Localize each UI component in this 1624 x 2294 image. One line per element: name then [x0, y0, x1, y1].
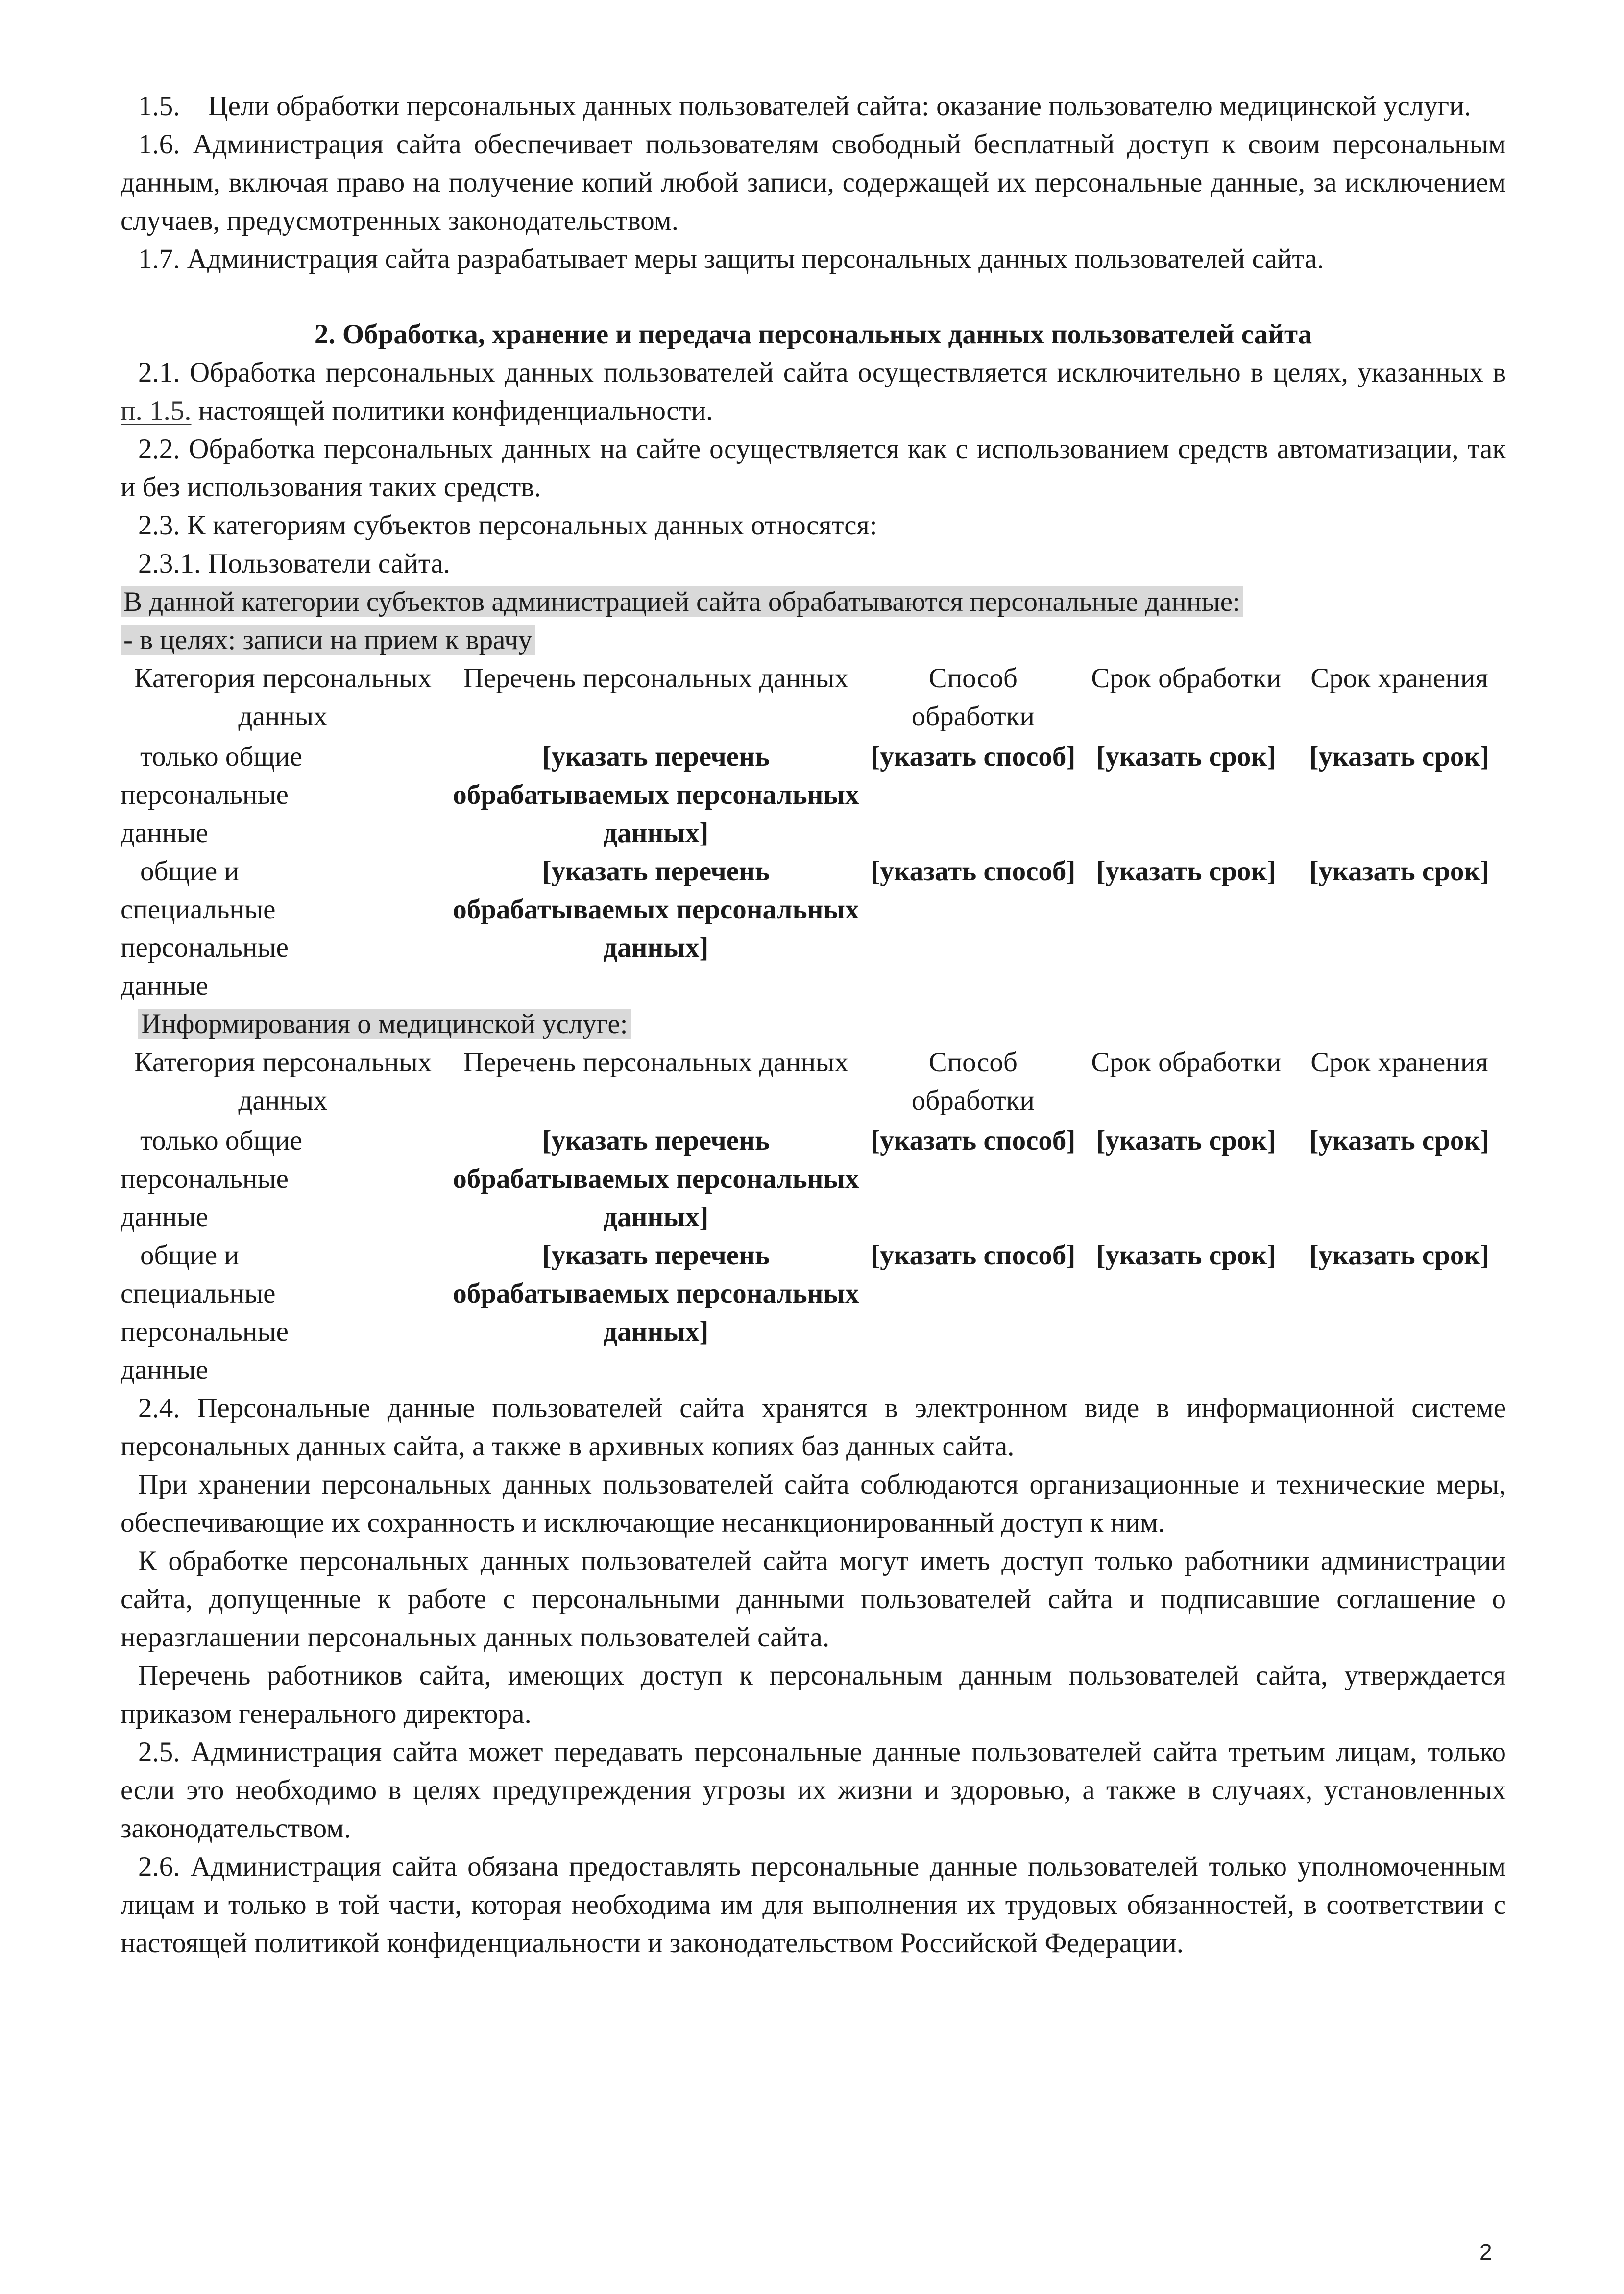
data-list-cell: [указать перечень обрабатываемых персональных данных]: [453, 741, 859, 848]
category-line: данные: [121, 1354, 208, 1385]
paragraph-2-1: [121, 354, 1506, 430]
paragraph-2-2: 2.2. Обработка персональных данных на сайте осуществляется как с использованием средств автоматизации, так и без использования таких средств.: [121, 434, 1506, 503]
paragraph-2-1-end: настоящей политики конфиденциальности.: [191, 395, 713, 426]
category-line: данные: [121, 1202, 208, 1232]
paragraph-2-4-employee-list: Перечень работников сайта, имеющих доступ к персональным данным пользователей сайта, утверждается приказом генерального директора.: [121, 1660, 1506, 1729]
category-line: только общие: [140, 1125, 303, 1156]
category-line: только общие: [140, 741, 303, 772]
category-intro-highlight: [121, 583, 1506, 621]
purpose-appointment-text: - в целях: записи на прием к врачу: [121, 625, 535, 655]
header-data-list: Перечень персональных данных: [463, 663, 848, 694]
category-cell: [121, 1122, 445, 1236]
header-category: Категория персональных данных: [134, 663, 432, 732]
storage-term-cell: [указать срок]: [1309, 741, 1490, 772]
method-cell: [указать способ]: [871, 1240, 1076, 1271]
category-cell: [121, 852, 445, 1005]
page-number: 2: [1479, 2239, 1492, 2265]
header-method: Способ обработки: [911, 1047, 1035, 1116]
reference-link-1-5[interactable]: п. 1.5.: [121, 395, 192, 426]
data-list-cell: [указать перечень обрабатываемых персональных данных]: [453, 856, 859, 963]
category-line: данные: [121, 970, 208, 1001]
processing-term-cell: [указать срок]: [1096, 1240, 1277, 1271]
processing-term-cell: [указать срок]: [1096, 856, 1277, 887]
paragraph-1-6: 1.6. Администрация сайта обеспечивает пользователям свободный бесплатный доступ к своим персональным данным, включая право на получение копий любой записи, содержащей их персональные данные, за исключением случаев, предусмотренных законодательством.: [121, 129, 1506, 236]
paragraph-2-3-1: 2.3.1. Пользователи сайта.: [138, 548, 450, 579]
category-intro-text: В данной категории субъектов администрацией сайта обрабатываются персональные данные:: [121, 586, 1243, 617]
paragraph-1-7: 1.7. Администрация сайта разрабатывает меры защиты персональных данных пользователей сайта.: [138, 243, 1324, 274]
section-gap: [121, 278, 1506, 315]
category-line: персональные: [121, 932, 289, 963]
paragraph-2-4-storage: При хранении персональных данных пользователей сайта соблюдаются организационные и технические меры, обеспечивающие их сохранность и исключающие несанкционированный доступ к ним.: [121, 1469, 1506, 1538]
storage-term-cell: [указать срок]: [1309, 1125, 1490, 1156]
processing-term-cell: [указать срок]: [1096, 741, 1277, 772]
paragraph-2-1-start: 2.1. Обработка персональных данных пользователей сайта осуществляется исключительно в целях, указанных в: [138, 357, 1506, 388]
purpose-informing-highlight: [138, 1005, 1506, 1043]
paragraph-2-3: 2.3. К категориям субъектов персональных данных относятся:: [138, 510, 877, 541]
header-storage-term: Срок хранения: [1310, 663, 1488, 694]
paragraph-1-5-number: 1.5.: [138, 91, 180, 121]
paragraph-2-5: 2.5. Администрация сайта может передавать персональные данные пользователей сайта третьим лицам, только если это необходимо в целях предупреждения угрозы их жизни и здоровью, а также в случаях, установленных законодательством.: [121, 1737, 1506, 1844]
data-list-cell: [указать перечень обрабатываемых персональных данных]: [453, 1125, 859, 1232]
table-row: [121, 738, 1506, 852]
paragraph-2-6: 2.6. Администрация сайта обязана предоставлять персональные данные пользователей только уполномоченным лицам и только в той части, которая необходима им для выполнения их трудовых обязанностей, в соответствии с настоящей политикой конфиденциальности и законодательством Российской Федерации.: [121, 1851, 1506, 1958]
table-row: [121, 852, 1506, 1005]
processing-term-cell: [указать срок]: [1096, 1125, 1277, 1156]
storage-term-cell: [указать срок]: [1309, 1240, 1490, 1271]
category-line: персональные: [121, 1316, 289, 1347]
section-2-heading: 2. Обработка, хранение и передача персональных данных пользователей сайта: [314, 319, 1312, 350]
category-cell: [121, 1236, 445, 1389]
personal-data-table-appointment: [121, 659, 1506, 1005]
category-line: персональные: [121, 779, 289, 810]
category-line: общие и: [140, 856, 239, 887]
method-cell: [указать способ]: [871, 741, 1076, 772]
header-processing-term: Срок обработки: [1091, 663, 1282, 694]
category-line: персональные: [121, 1163, 289, 1194]
purpose-informing-text: Информирования о медицинской услуге:: [138, 1009, 631, 1039]
header-method: Способ обработки: [911, 663, 1035, 732]
category-line: общие и: [140, 1240, 239, 1271]
paragraph-2-4: 2.4. Персональные данные пользователей сайта хранятся в электронном виде в информационной системе персональных данных сайта, а также в архивных копиях баз данных сайта.: [121, 1393, 1506, 1462]
storage-term-cell: [указать срок]: [1309, 856, 1490, 887]
header-data-list: Перечень персональных данных: [463, 1047, 848, 1078]
personal-data-table-informing: [121, 1043, 1506, 1389]
method-cell: [указать способ]: [871, 856, 1076, 887]
table-header-row: [121, 659, 1506, 738]
method-cell: [указать способ]: [871, 1125, 1076, 1156]
data-list-cell: [указать перечень обрабатываемых персональных данных]: [453, 1240, 859, 1347]
table-header-row: [121, 1043, 1506, 1122]
paragraph-2-4-access: К обработке персональных данных пользователей сайта могут иметь доступ только работники администрации сайта, допущенные к работе с персональными данными пользователей сайта и подписавшие соглашение о неразглашении персональных данных пользователей сайта.: [121, 1545, 1506, 1653]
header-processing-term: Срок обработки: [1091, 1047, 1282, 1078]
table-row: [121, 1122, 1506, 1236]
table-row: [121, 1236, 1506, 1389]
header-storage-term: Срок хранения: [1310, 1047, 1488, 1078]
header-category: Категория персональных данных: [134, 1047, 432, 1116]
purpose-appointment-highlight: [121, 621, 1506, 659]
paragraph-1-5-text: Цели обработки персональных данных пользователей сайта: оказание пользователю медицинской услуги.: [208, 91, 1471, 121]
category-line: данные: [121, 818, 208, 848]
document-body: [121, 87, 1506, 1962]
category-line: специальные: [121, 1278, 276, 1309]
paragraph-1-5: [121, 87, 1506, 125]
category-cell: [121, 738, 445, 852]
category-line: специальные: [121, 894, 276, 925]
